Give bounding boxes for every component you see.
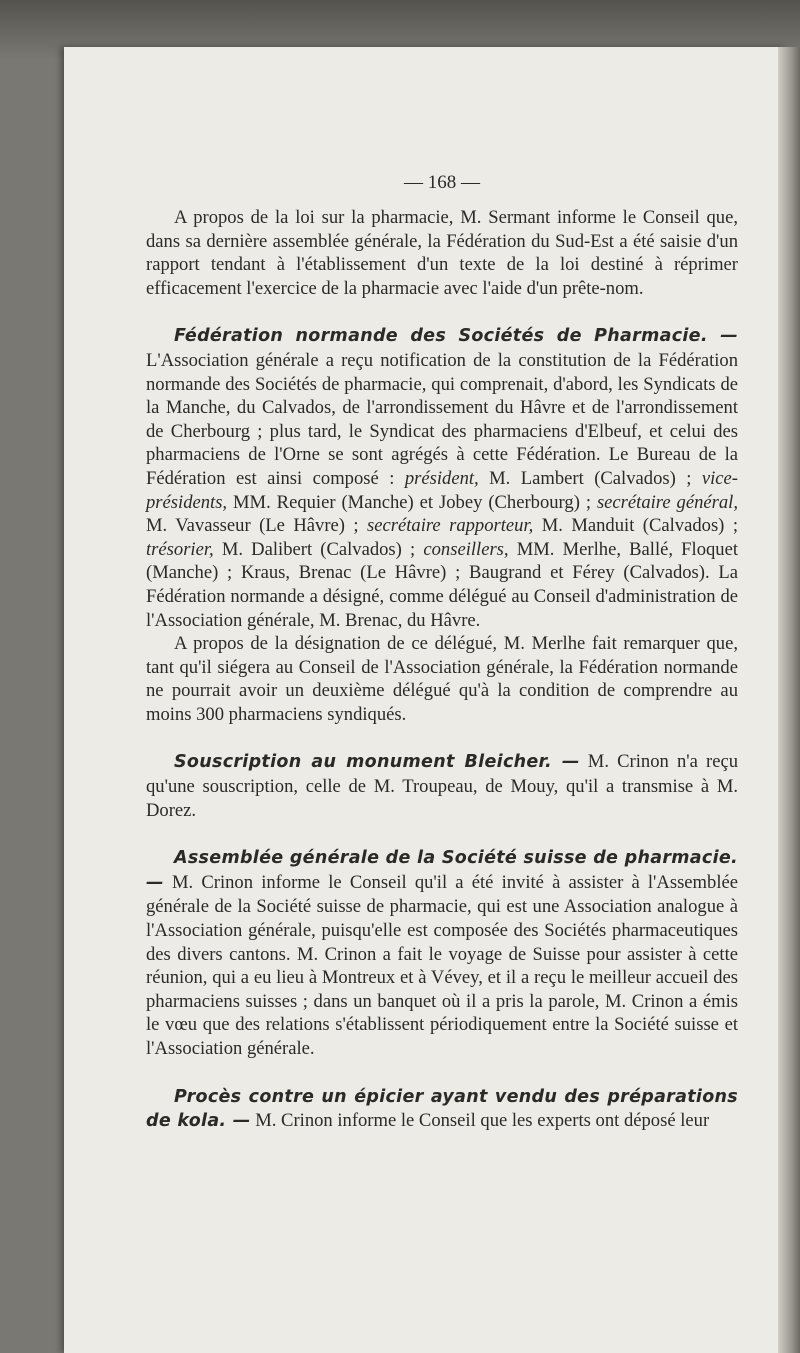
page-content xyxy=(146,171,738,1134)
page-number: — 168 — xyxy=(404,172,480,193)
page-edge xyxy=(778,47,800,1353)
section-text: MM. Merlhe, Ballé, Floquet (Manche) ; Kraus, Brenac (Le Hâvre) ; Baugrand et Férey (Calvados). La Fédération normande a désigné, comme délégué au Conseil d'administration de l'Association générale, M. Brenac, du Hâvre. xyxy=(146,538,739,631)
role-label: secrétaire rapporteur, xyxy=(367,515,534,537)
section-heading: Procès contre un épicier ayant vendu des préparations de kola. — xyxy=(146,1086,738,1132)
section-text: M. Lambert (Calvados) ; xyxy=(478,467,702,489)
section-text: M. Dalibert (Calvados) ; xyxy=(213,538,424,560)
role-label: secrétaire général, xyxy=(596,491,738,513)
section-federation-normande xyxy=(146,324,738,632)
section-text: M. Crinon informe le Conseil qu'il a été invité à assister à l'Assemblée générale de la Société suisse de pharmacie, qui est une Association analogue à l'Association générale, puisqu'elle est composée des Sociétés pharmaceutiques des divers cantons. M. Crinon a fait le voyage de Suisse pour assister à cette réunion, qui a eu lieu à Montreux et à Vévey, et il a reçu le meilleur accueil des pharmaciens suisses ; dans un banquet où il a pris la parole, M. Crinon a émis le vœu que des relations s'établissent périodiquement entre la Société suisse et l'Association générale. xyxy=(146,871,738,1059)
paragraph-loi-pharmacie: A propos de la loi sur la pharmacie, M. Sermant informe le Conseil que, dans sa dernière assemblée générale, la Fédération du Sud-Est a été saisie d'un rapport tendant à l'établissement d'un texte de la loi destiné à réprimer efficacement l'exercice de la pharmacie avec l'aide d'un prête-nom. xyxy=(146,207,738,299)
section-souscription xyxy=(146,750,738,822)
section-heading: Assemblée générale de la Société suisse de pharmacie. — xyxy=(146,848,738,893)
section-text: L'Association générale a reçu notification de la constitution de la Fédération normande des Sociétés de pharmacie, qui comprenait, d'abord, les Syndicats de la Manche, du Calvados, de l'arrondissement du Hâvre et de l'arrondissement de Cherbourg ; plus tard, le Syndicat des pharmaciens d'Elbeuf, et celui des pharmaciens de l'Orne se sont agrégés à cette Fédération. Le Bureau de la Fédération est ainsi composé : xyxy=(146,349,738,489)
section-text: MM. Requier (Manche) et Jobey (Cherbourg) ; xyxy=(227,491,597,513)
role-label: vice-présidents, xyxy=(146,467,738,513)
role-label: conseillers, xyxy=(423,538,509,560)
role-label: trésorier, xyxy=(146,538,214,560)
section-proces-kola xyxy=(146,1085,738,1134)
section-text: M. Vavasseur (Le Hâvre) ; xyxy=(146,515,367,537)
section-text: M. Crinon informe le Conseil que les experts ont déposé leur xyxy=(250,1110,710,1132)
section-text: M. Crinon n'a reçu qu'une souscription, celle de M. Troupeau, de Mouy, qu'il a transmise à M. Dorez. xyxy=(146,751,738,821)
section-heading: Fédération normande des Sociétés de Pharmacie. — xyxy=(174,326,738,347)
section-societe-suisse xyxy=(146,846,738,1060)
role-label: président, xyxy=(404,467,479,489)
paragraph-merlhe: A propos de la désignation de ce délégué, M. Merlhe fait remarquer que, tant qu'il siégera au Conseil de l'Association générale, la Fédération normande ne pourrait avoir un deuxième délégué qu'à la condition de comprendre au moins 300 pharmaciens syndiqués. xyxy=(146,633,738,725)
section-heading: Souscription au monument Bleicher. — xyxy=(174,752,580,773)
section-text: M. Manduit (Calvados) ; xyxy=(533,515,738,537)
